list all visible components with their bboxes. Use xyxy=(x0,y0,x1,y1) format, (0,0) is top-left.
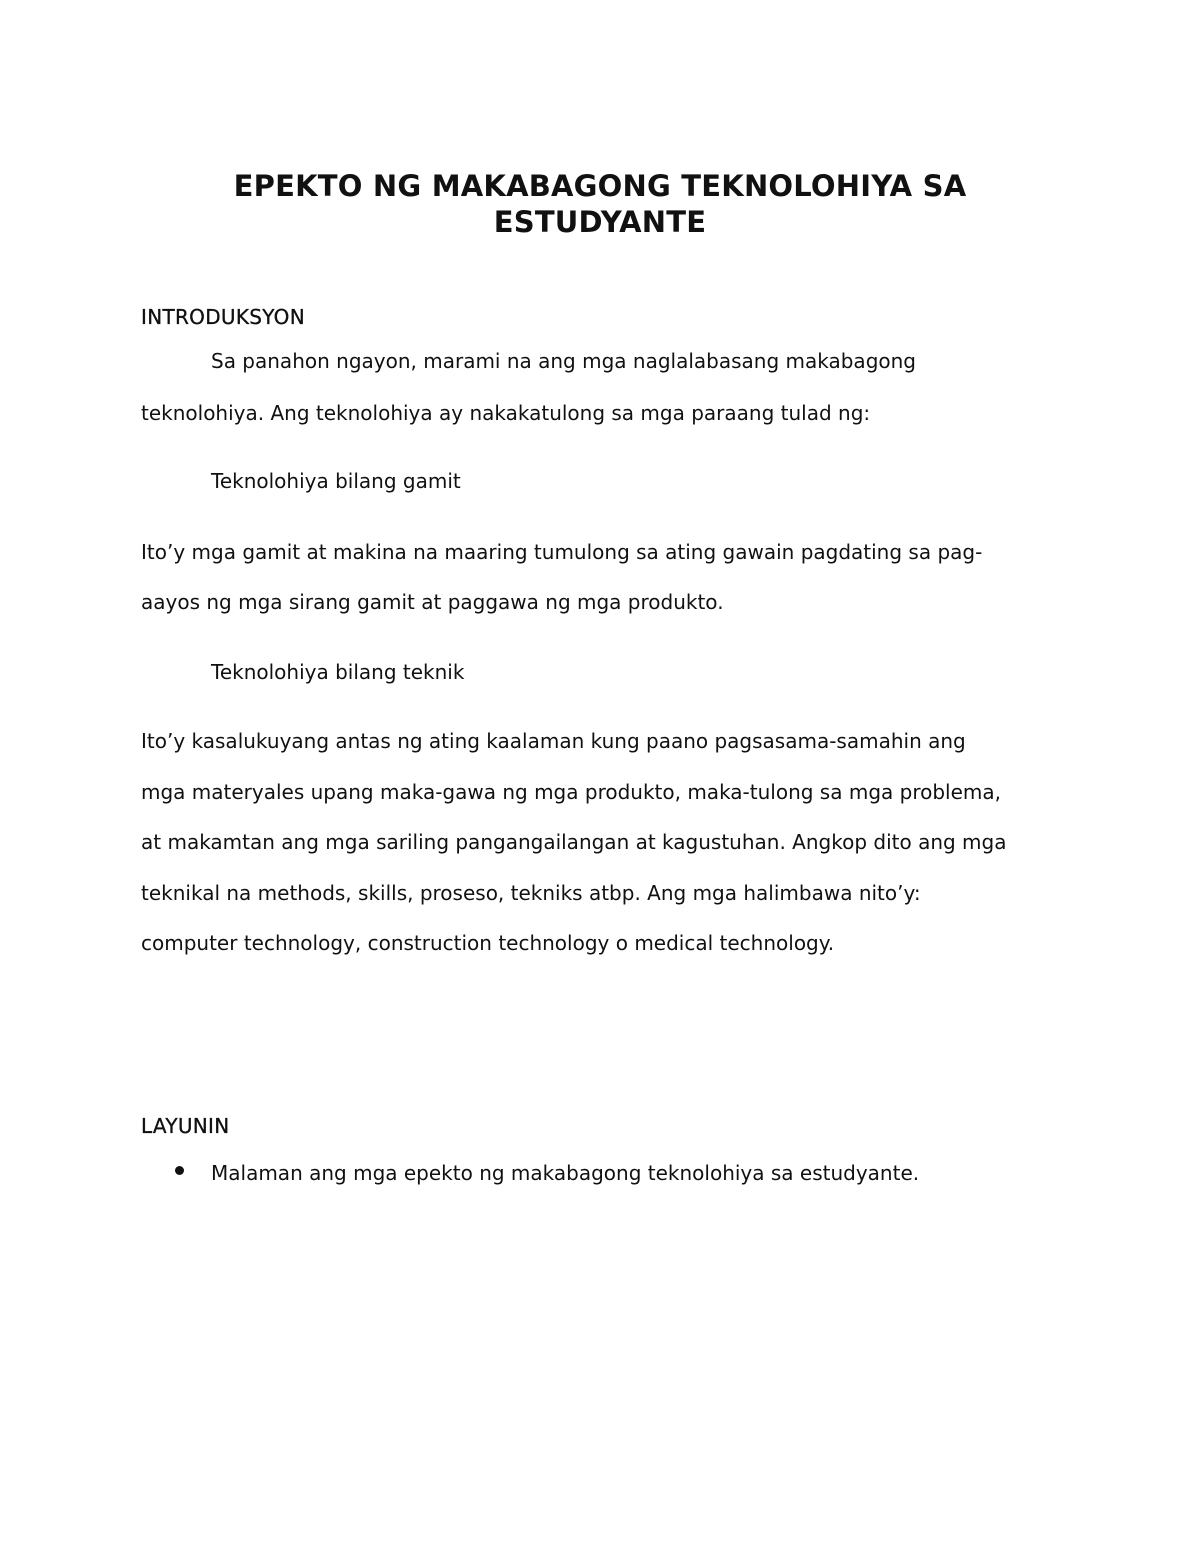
subtopic-tool-paragraph-line: aayos ng mga sirang gamit at paggawa ng mga produkto. xyxy=(141,590,724,614)
subtopic-technique-paragraph-line: computer technology, construction technology o medical technology. xyxy=(141,931,835,955)
subtopic-tool-paragraph-line: Ito’y mga gamit at makina na maaring tumulong sa ating gawain pagdating sa pag- xyxy=(141,540,983,564)
section-heading-introduction: INTRODUKSYON xyxy=(141,305,305,329)
document-title-line-2: ESTUDYANTE xyxy=(493,205,707,239)
intro-paragraph-line: Sa panahon ngayon, marami na ang mga naglalabasang makabagong xyxy=(211,349,916,373)
intro-paragraph-line: teknolohiya. Ang teknolohiya ay nakakatulong sa mga paraang tulad ng: xyxy=(141,401,871,425)
subtopic-technique-paragraph-line: at makamtan ang mga sariling pangangailangan at kagustuhan. Angkop dito ang mga xyxy=(141,830,1007,854)
subtopic-technique-paragraph-line: teknikal na methods, skills, proseso, tekniks atbp. Ang mga halimbawa nito’y: xyxy=(141,881,921,905)
subtopic-technique-paragraph-line: Ito’y kasalukuyang antas ng ating kaalaman kung paano pagsasama-samahin ang xyxy=(141,729,966,753)
subtopic-heading-tool: Teknolohiya bilang gamit xyxy=(211,469,461,493)
bullet-icon xyxy=(175,1166,184,1175)
subtopic-heading-technique: Teknolohiya bilang teknik xyxy=(211,660,465,684)
document-title-line-1: EPEKTO NG MAKABAGONG TEKNOLOHIYA SA xyxy=(233,169,967,203)
subtopic-technique-paragraph-line: mga materyales upang maka-gawa ng mga produkto, maka-tulong sa mga problema, xyxy=(141,780,1001,804)
section-heading-objectives: LAYUNIN xyxy=(141,1114,230,1138)
objective-item-text: Malaman ang mga epekto ng makabagong teknolohiya sa estudyante. xyxy=(211,1161,920,1185)
